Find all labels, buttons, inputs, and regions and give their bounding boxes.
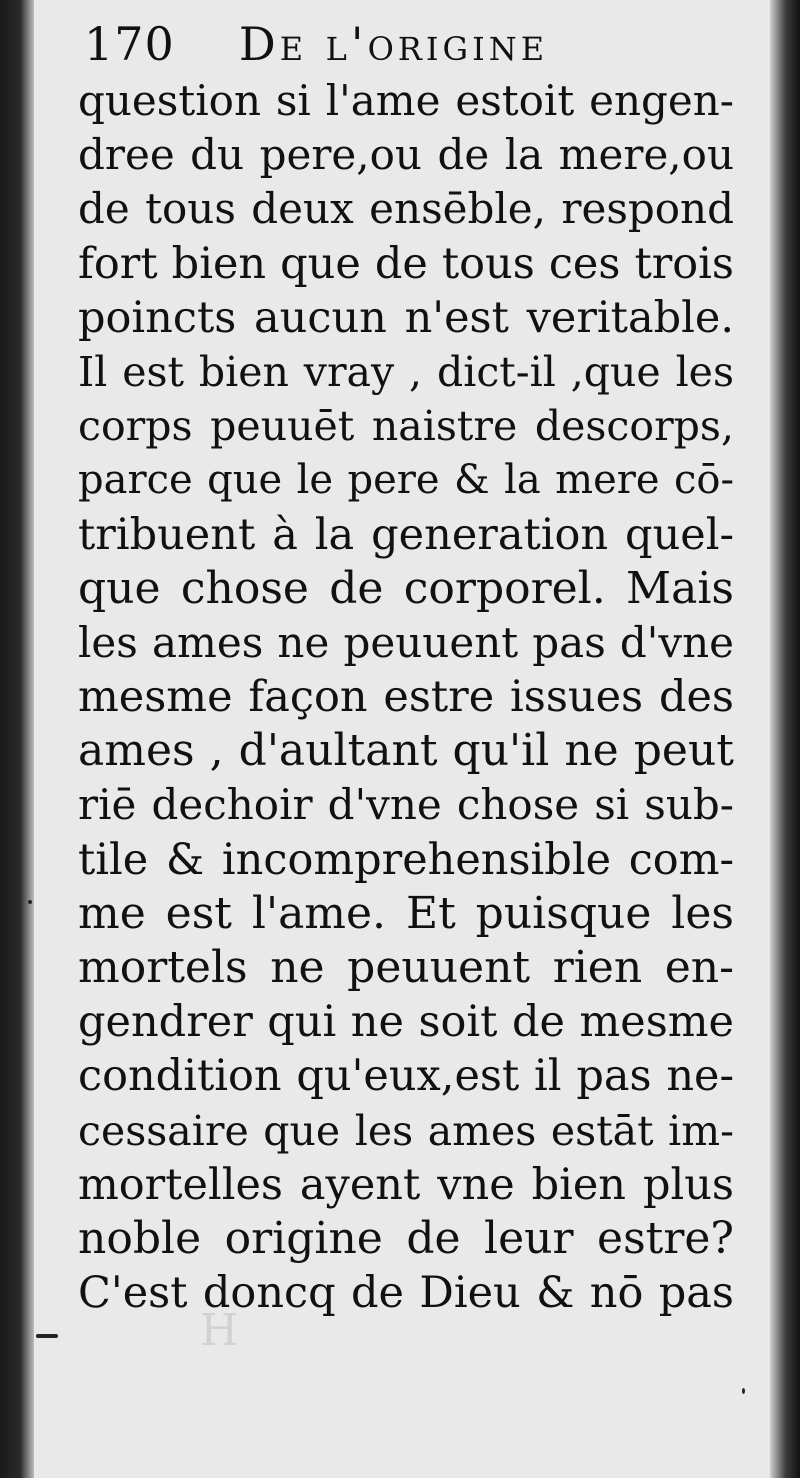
text-line: Il est bien vray , dict-il ,que les <box>78 347 734 396</box>
text-line: ames , d'aultant qu'il ne peut <box>78 725 734 777</box>
show-through-letter: H <box>200 1305 239 1356</box>
text-line: mortels ne peuuent rien en- <box>78 942 734 993</box>
text-line: question si l'ame estoit engen- <box>78 76 734 125</box>
text-line: dree du pere,ou de la mere,ou <box>78 130 734 180</box>
text-line: fort bien que de tous ces trois <box>78 238 734 289</box>
page-edge-shadow <box>770 0 800 1478</box>
text-line: condition qu'eux,est il pas ne- <box>78 1051 734 1102</box>
page-gutter-shadow <box>0 0 34 1478</box>
running-title: De l'origine <box>238 17 549 71</box>
text-line: tribuent à la generation quel- <box>78 509 734 560</box>
body-text <box>78 74 734 1320</box>
text-line: noble origine de leur estre? <box>78 1212 734 1264</box>
text-line: me est l'ame. Et puisque les <box>78 887 734 939</box>
page-number: 170 <box>84 17 175 71</box>
text-line: gendrer qui ne soit de mesme <box>78 997 734 1048</box>
running-head <box>84 18 548 70</box>
text-line: de tous deux ensēble, respond <box>78 184 734 234</box>
text-line: mortelles ayent vne bien plus <box>78 1159 734 1210</box>
ink-speck <box>36 1334 58 1338</box>
text-line: mesme façon estre issues des <box>78 672 734 723</box>
text-line: C'est doncq de Dieu & nō pas <box>78 1268 734 1319</box>
text-line: que chose de corporel. Mais <box>78 562 734 614</box>
ink-speck <box>742 1388 745 1394</box>
text-line: poincts aucun n'est veritable. <box>78 292 734 343</box>
text-line: cessaire que les ames estāt im- <box>78 1106 734 1155</box>
text-line: riē dechoir d'vne chose si sub- <box>78 780 734 830</box>
text-line: tile & incomprehensible com- <box>78 834 734 885</box>
text-line: les ames ne peuuent pas d'vne <box>78 617 734 667</box>
ink-speck <box>28 900 32 904</box>
text-line: corps peuuēt naistre descorps, <box>78 402 734 451</box>
text-line: parce que le pere & la mere cō- <box>78 457 734 504</box>
